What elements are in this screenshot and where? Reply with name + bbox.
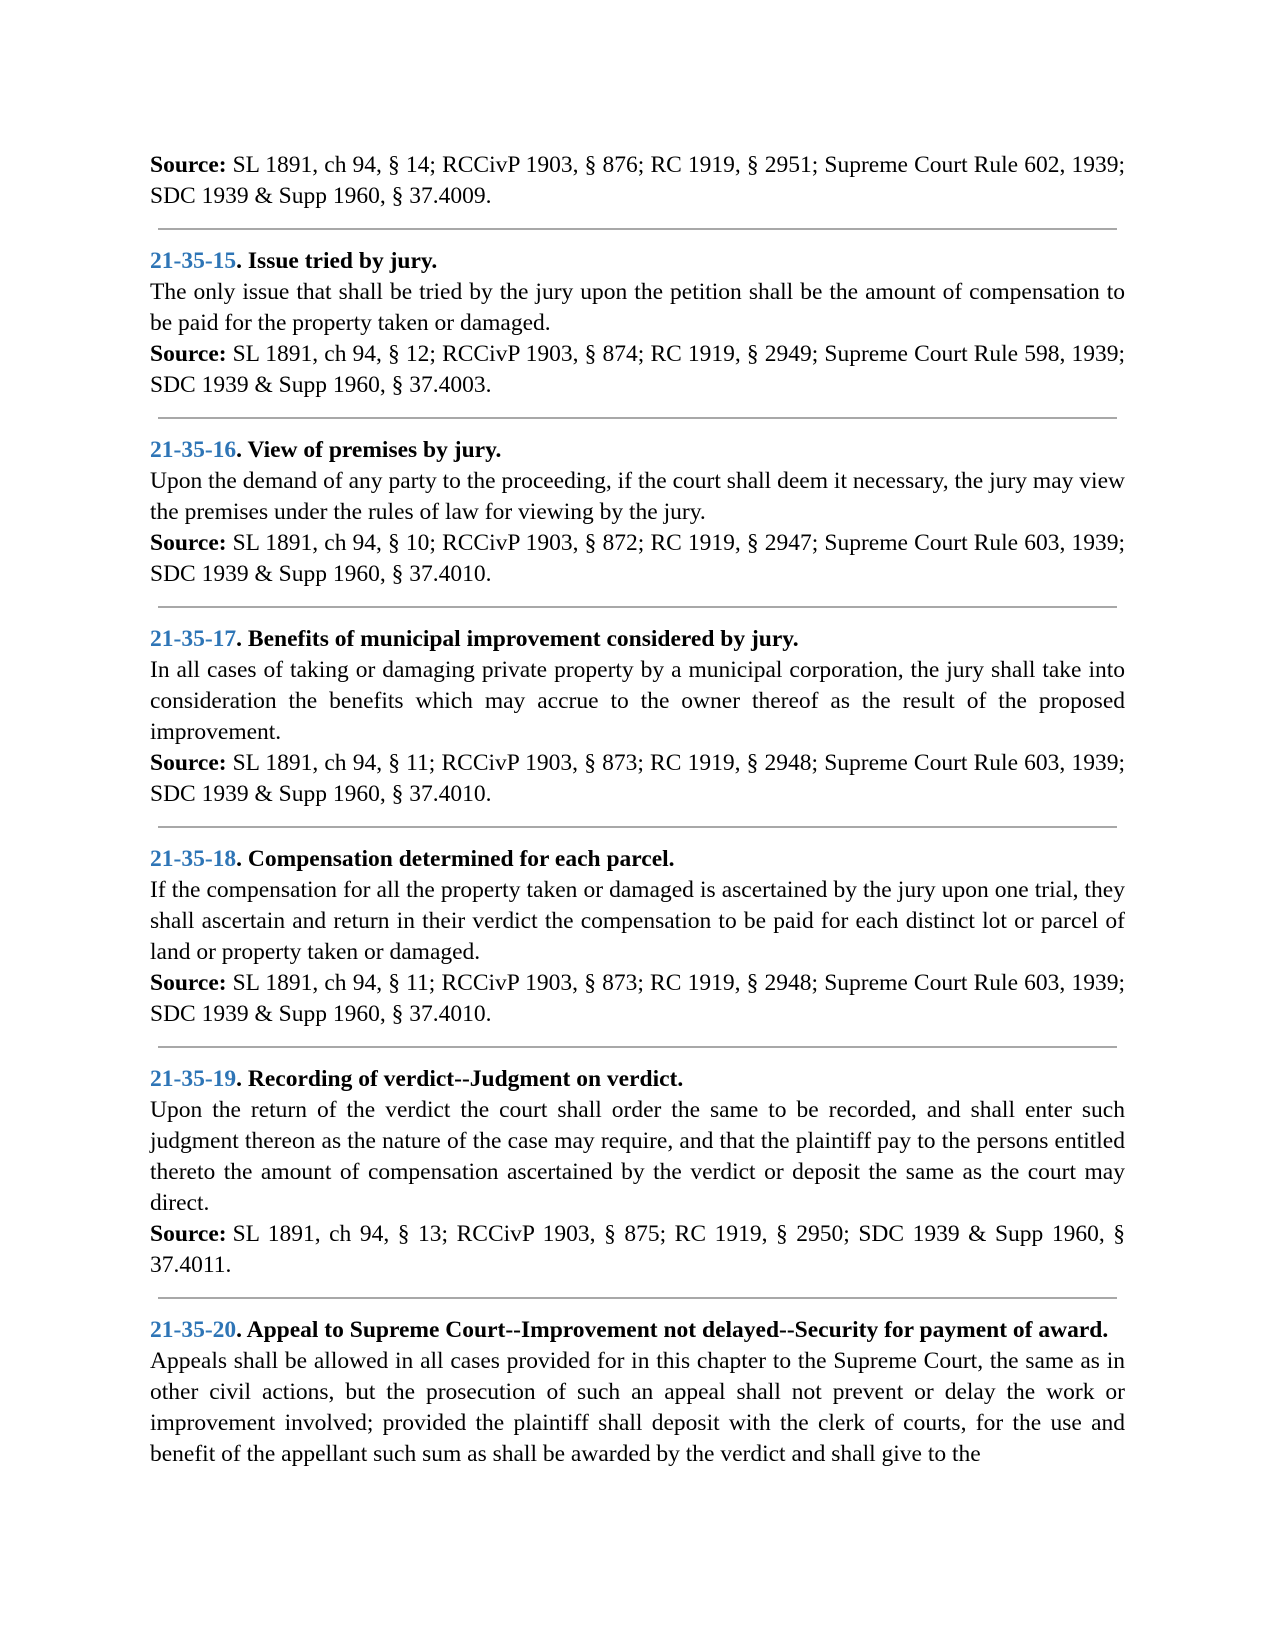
top-source: [150, 150, 1125, 212]
source-text: SL 1891, ch 94, § 11; RCCivP 1903, § 873; RC 1919, § 2948; Supreme Court Rule 603, 1939; SDC 1939 & Supp 1960, § 37.4010.: [150, 970, 1125, 1027]
source-label: Source:: [150, 152, 227, 178]
source-label: Source:: [150, 341, 227, 367]
section-source: [150, 339, 1125, 401]
section-body: Appeals shall be allowed in all cases provided for in this chapter to the Supreme Court, the same as in other civil actions, but the prosecution of such an appeal shall not prevent or delay the work or improvement involved; provided the plaintiff shall deposit with the clerk of courts, for the use and benefit of the appellant such sum as shall be awarded by the verdict and shall give to the: [150, 1348, 1125, 1467]
source-label: Source:: [150, 530, 227, 556]
section-source: [150, 968, 1125, 1030]
source-text: SL 1891, ch 94, § 12; RCCivP 1903, § 874; RC 1919, § 2949; Supreme Court Rule 598, 1939; SDC 1939 & Supp 1960, § 37.4003.: [150, 341, 1125, 398]
section-heading: [150, 1315, 1125, 1346]
section-source: [150, 528, 1125, 590]
section-heading: [150, 435, 1125, 466]
section-divider: [158, 826, 1117, 828]
section-21-35-19: [150, 1064, 1125, 1281]
section-number-link[interactable]: 21-35-17: [150, 626, 237, 652]
section-divider: [158, 228, 1117, 230]
source-label: Source:: [150, 970, 227, 996]
section-divider: [158, 417, 1117, 419]
section-heading: [150, 624, 1125, 655]
section-body: In all cases of taking or damaging private property by a municipal corporation, the jury shall take into consideration the benefits which may accrue to the owner thereof as the result of the proposed improvement.: [150, 657, 1125, 745]
section-title: . Issue tried by jury.: [236, 248, 438, 274]
section-heading: [150, 1064, 1125, 1095]
section-21-35-17: [150, 624, 1125, 810]
section-body: If the compensation for all the property taken or damaged is ascertained by the jury upon one trial, they shall ascertain and return in their verdict the compensation to be paid for each distinct lot or parcel of land or property taken or damaged.: [150, 877, 1125, 965]
source-label: Source:: [150, 1221, 227, 1247]
section-21-35-18: [150, 844, 1125, 1030]
section-divider: [158, 1297, 1117, 1299]
section-heading: [150, 246, 1125, 277]
section-title: . Benefits of municipal improvement considered by jury.: [236, 626, 799, 652]
section-source: [150, 748, 1125, 810]
source-text: SL 1891, ch 94, § 14; RCCivP 1903, § 876; RC 1919, § 2951; Supreme Court Rule 602, 1939; SDC 1939 & Supp 1960, § 37.4009.: [150, 152, 1125, 209]
section-number-link[interactable]: 21-35-15: [150, 248, 237, 274]
source-text: SL 1891, ch 94, § 11; RCCivP 1903, § 873; RC 1919, § 2948; Supreme Court Rule 603, 1939; SDC 1939 & Supp 1960, § 37.4010.: [150, 750, 1125, 807]
section-21-35-15: [150, 246, 1125, 401]
section-number-link[interactable]: 21-35-19: [150, 1066, 237, 1092]
section-body: Upon the demand of any party to the proceeding, if the court shall deem it necessary, the jury may view the premises under the rules of law for viewing by the jury.: [150, 468, 1125, 525]
section-21-35-20: [150, 1315, 1125, 1470]
section-source: [150, 1219, 1125, 1281]
section-title: . Recording of verdict--Judgment on verdict.: [236, 1066, 684, 1092]
section-number-link[interactable]: 21-35-20: [150, 1317, 237, 1343]
section-heading: [150, 844, 1125, 875]
section-title: . View of premises by jury.: [236, 437, 502, 463]
section-divider: [158, 606, 1117, 608]
section-title: . Appeal to Supreme Court--Improvement not delayed--Security for payment of award.: [236, 1317, 1109, 1343]
document-content: [150, 150, 1125, 1470]
section-21-35-16: [150, 435, 1125, 590]
section-number-link[interactable]: 21-35-18: [150, 846, 237, 872]
source-label: Source:: [150, 750, 227, 776]
section-body: Upon the return of the verdict the court shall order the same to be recorded, and shall enter such judgment thereon as the nature of the case may require, and that the plaintiff pay to the persons entitled thereto the amount of compensation ascertained by the verdict or deposit the same as the court may direct.: [150, 1097, 1125, 1216]
source-text: SL 1891, ch 94, § 10; RCCivP 1903, § 872; RC 1919, § 2947; Supreme Court Rule 603, 1939; SDC 1939 & Supp 1960, § 37.4010.: [150, 530, 1125, 587]
source-text: SL 1891, ch 94, § 13; RCCivP 1903, § 875; RC 1919, § 2950; SDC 1939 & Supp 1960, § 37.4011.: [150, 1221, 1125, 1278]
section-number-link[interactable]: 21-35-16: [150, 437, 237, 463]
section-title: . Compensation determined for each parcel.: [236, 846, 675, 872]
section-divider: [158, 1046, 1117, 1048]
section-body: The only issue that shall be tried by the jury upon the petition shall be the amount of compensation to be paid for the property taken or damaged.: [150, 279, 1125, 336]
